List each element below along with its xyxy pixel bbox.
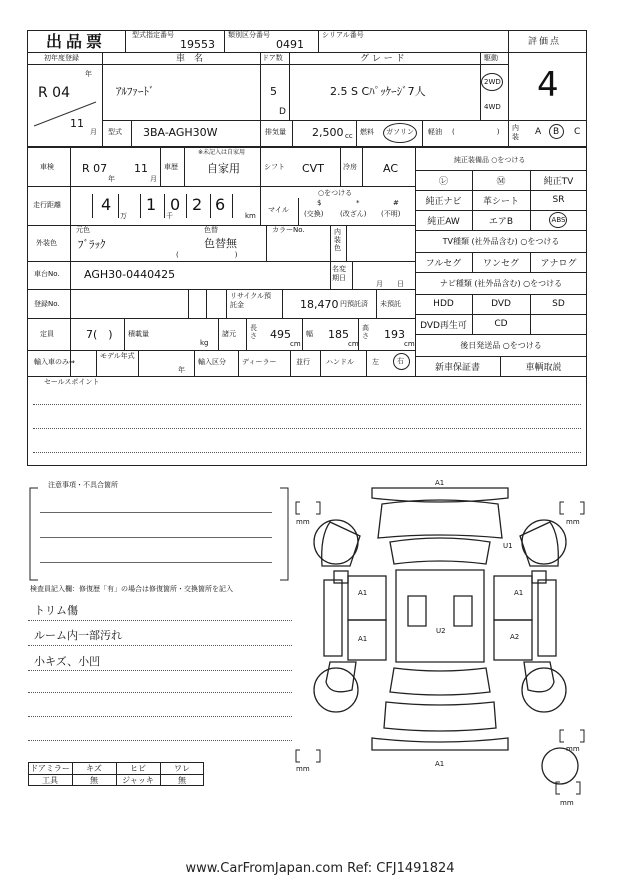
first-reg-label: 初年度登録: [44, 54, 79, 62]
grade-label: グ レ ー ド: [360, 54, 405, 64]
tv-oneseg: ワンセグ: [482, 258, 519, 269]
color-change: 色替無: [204, 237, 237, 250]
mileage-digit-1: 4: [101, 195, 112, 214]
navi-hdd: HDD: [433, 299, 454, 309]
inspection-year: R 07: [82, 162, 108, 175]
navi-dvd: DVD: [491, 299, 511, 309]
footer-watermark: www.CarFromJapan.com Ref: CFJ1491824: [185, 861, 455, 876]
drive-4wd: 4WD: [484, 103, 501, 111]
form-title: 出品票: [46, 32, 107, 51]
equipment-label: 純正装備品 ○をつける: [454, 156, 526, 164]
navi-sd: SD: [552, 299, 565, 309]
navi-cd: CD: [494, 319, 508, 329]
mileage-digit-4: 2: [192, 195, 203, 214]
history-value: 自家用: [207, 162, 240, 175]
equip-leather: 革シート: [482, 196, 519, 207]
drive-2wd: 2WD: [484, 78, 501, 86]
tv-fullseg: フルセグ: [425, 258, 462, 269]
model-cert-label: 型式指定番号: [132, 31, 174, 39]
class-value: 0491: [276, 38, 304, 51]
equip-abs: ABS: [551, 216, 566, 224]
inspector-label: 検査員記入欄：修復歴「有」の場合は修復箇所・交換箇所を記入: [30, 585, 233, 593]
inspection-month: 11: [134, 162, 148, 175]
class-label: 類別区分番号: [228, 31, 270, 39]
recycle-value: 18,470: [300, 298, 339, 311]
eval-score: 4: [537, 65, 559, 105]
width: 185: [328, 328, 349, 341]
equip-navi: 純正ナビ: [425, 196, 462, 207]
navi-dvd-play: DVD再生可: [420, 320, 467, 331]
caution-label: 注意事項・不具合箇所: [48, 481, 118, 489]
grade: 2.5 S Cﾊﾟｯｹｰｼﾞ7人: [330, 85, 426, 98]
tv-label: TV種類 (社外品含む) ○をつける: [442, 236, 560, 246]
dmg-a1-front: A1: [435, 479, 445, 487]
caution-bracket: [28, 481, 290, 584]
note-line-3: 小キズ、小凹: [34, 655, 101, 668]
first-reg-year: R 04: [38, 85, 70, 101]
length: 495: [270, 328, 291, 341]
model-type: 3BA-AGH30W: [143, 126, 218, 139]
height: 193: [384, 328, 405, 341]
car-name-label: 車 名: [176, 54, 204, 64]
model-cert-value: 19553: [180, 38, 215, 51]
mileage-digit-5: 6: [215, 195, 226, 214]
navi-label: ナビ種類 (社外品含む) ○をつける: [439, 278, 563, 288]
dmg-a2: A2: [510, 633, 520, 641]
car-diagram: [290, 476, 610, 816]
equip-tv: 純正TV: [543, 176, 574, 187]
displacement: 2,500: [312, 126, 344, 139]
serial-label: シリアル番号: [322, 31, 364, 39]
first-reg-month: 11: [70, 117, 84, 130]
dmg-u2: U2: [436, 627, 446, 635]
equip-sr: SR: [552, 195, 565, 205]
equip-radio: ㋹: [438, 176, 448, 187]
dmg-a1-rl: A1: [358, 635, 368, 643]
exterior-color: ﾌﾞﾗｯｸ: [78, 238, 106, 251]
cooler-value: AC: [383, 162, 399, 175]
note-line-2: ルーム内一部汚れ: [34, 629, 122, 642]
docs-label: 後日発送品 ○をつける: [460, 340, 542, 350]
shift-value: CVT: [302, 162, 324, 175]
dmg-u1: U1: [503, 542, 513, 550]
doc-manual: 車輌取説: [525, 362, 562, 373]
mileage-digit-3: 0: [170, 195, 181, 214]
car-name: ｱﾙﾌｧｰﾄﾞ: [116, 85, 155, 98]
chassis-no: AGH30-0440425: [84, 268, 176, 281]
dmg-a1-fr: A1: [514, 589, 524, 597]
fuel-value: ガソリン: [386, 128, 414, 136]
tv-analog: アナログ: [540, 258, 577, 269]
dmg-a1-fl: A1: [358, 589, 368, 597]
mileage-digit-2: 1: [146, 195, 157, 214]
mileage-box: [92, 194, 232, 218]
note-line-1: トリム傷: [34, 604, 78, 617]
equip-airbag: エアB: [488, 216, 514, 227]
equip-mini: Ⓜ: [496, 176, 506, 187]
doors: 5: [270, 85, 277, 98]
equip-aw: 純正AW: [427, 216, 460, 227]
doc-warranty: 新車保証書: [434, 362, 480, 373]
capacity: 7( ): [86, 328, 113, 341]
dmg-a1-rear: A1: [435, 760, 445, 768]
eval-label: 評価点: [528, 37, 562, 47]
